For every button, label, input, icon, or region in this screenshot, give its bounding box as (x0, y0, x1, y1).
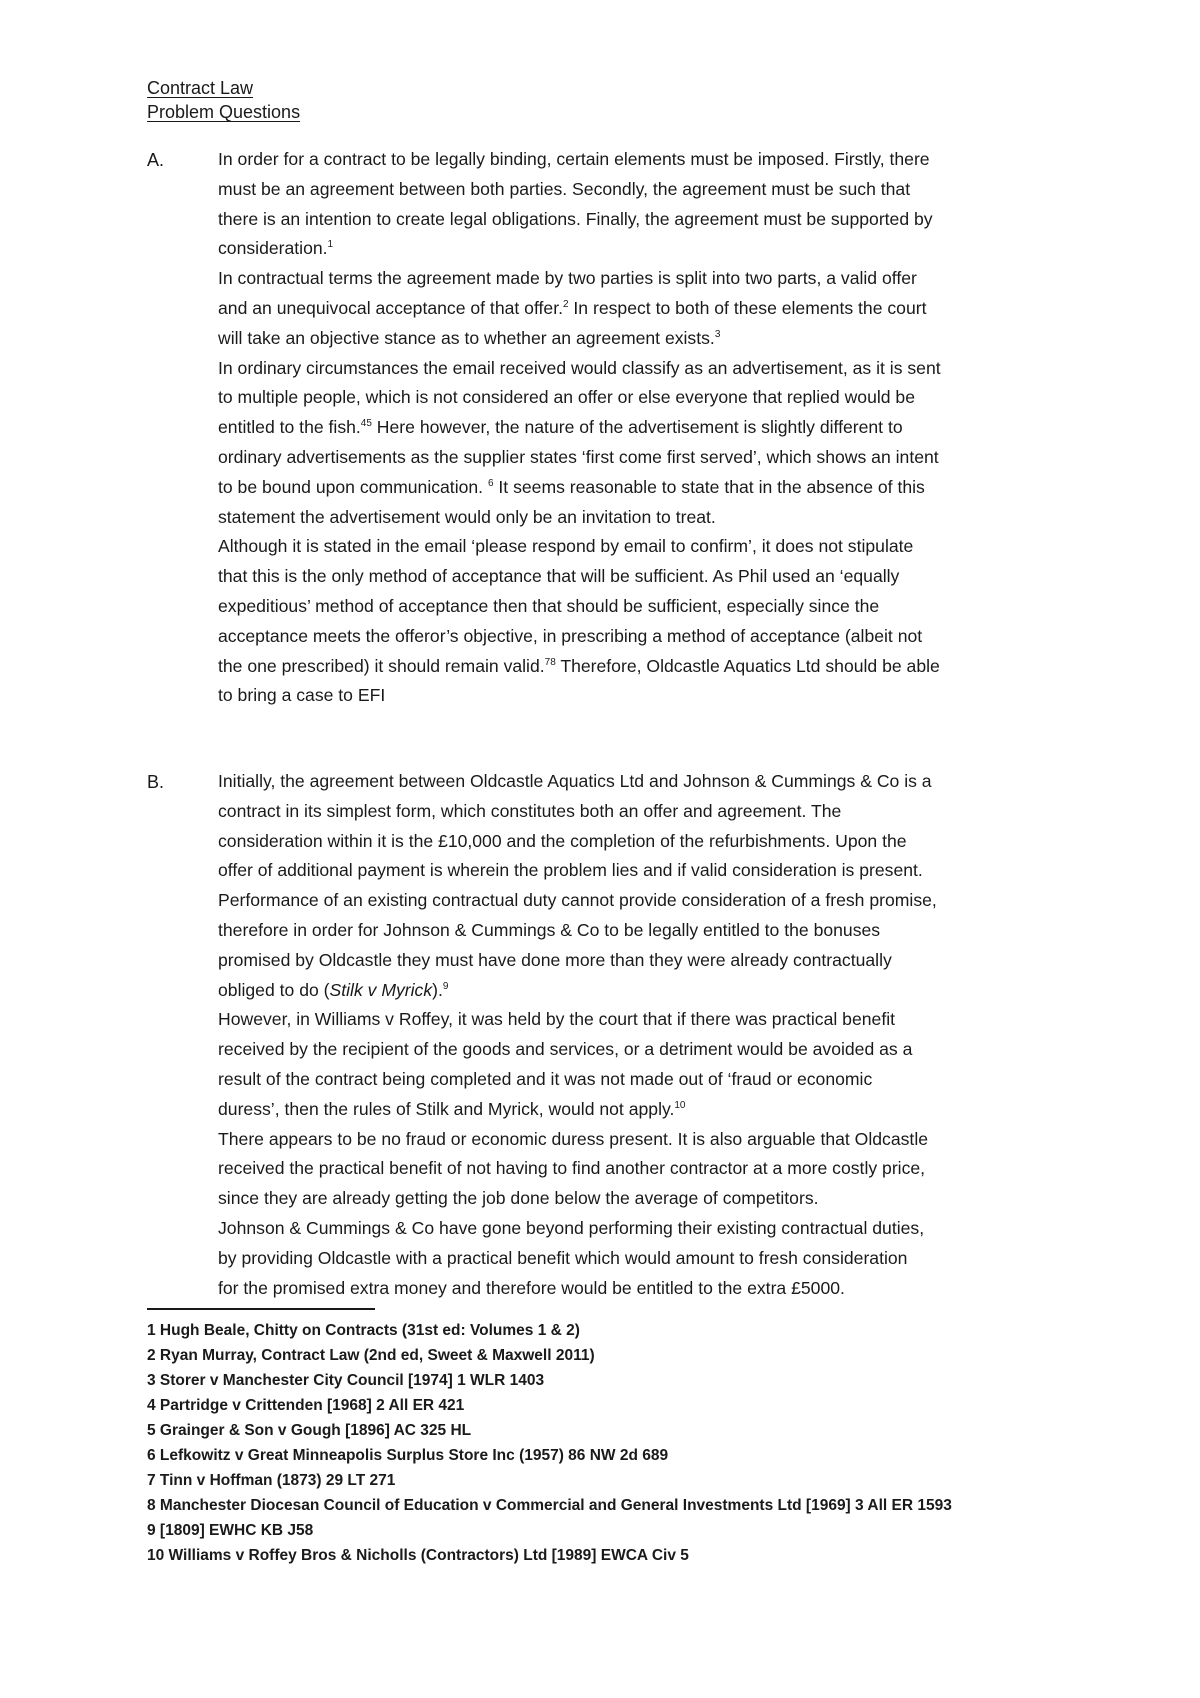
line-text: In order for a contract to be legally binding, certain elements must be imposed. Firstly, there (218, 149, 930, 169)
line-text: acceptance meets the offeror’s objective, in prescribing a method of acceptance (albeit not (218, 625, 923, 646)
line-text: therefore in order for Johnson & Cummings & Co to be legally entitled to the bonuses (218, 919, 881, 940)
line-text: Initially, the agreement between Oldcastle Aquatics Ltd and Johnson & Cummings & Co is a (218, 771, 932, 791)
line-text: must be an agreement between both parties. Secondly, the agreement must be such that (218, 178, 911, 199)
line-text: for the promised extra money and therefore would be entitled to the extra £5000. (218, 1277, 845, 1298)
text-line (218, 1244, 937, 1274)
footnote-item: 7 Tinn v Hoffman (1873) 29 LT 271 (147, 1472, 396, 1489)
text-line (218, 145, 941, 175)
line-text: In ordinary circumstances the email received would classify as an advertisement, as it is sent (218, 357, 941, 378)
text-line (218, 1005, 937, 1035)
footnote-reference[interactable]: 45 (360, 418, 372, 430)
text-line (218, 1214, 937, 1244)
line-text: and an unequivocal acceptance of that offer. (218, 297, 563, 318)
line-text: to bring a case to EFI (218, 685, 386, 706)
line-text: Performance of an existing contractual duty cannot provide consideration of a fresh promise, (218, 890, 937, 911)
text-line (218, 294, 941, 324)
line-text: received the practical benefit of not having to find another contractor at a more costly price, (218, 1158, 926, 1179)
text-line (218, 205, 941, 235)
text-line (218, 681, 941, 711)
footnote-reference[interactable]: 78 (544, 656, 556, 668)
line-text: received by the recipient of the goods and services, or a detriment would be avoided as a (218, 1039, 913, 1060)
line-text: to multiple people, which is not considered an offer or else everyone that replied would be (218, 387, 916, 408)
line-text: In contractual terms the agreement made by two parties is split into two parts, a valid offer (218, 268, 917, 289)
text-line (218, 175, 941, 205)
text-line (218, 797, 937, 827)
line-text: Johnson & Cummings & Co have gone beyond performing their existing contractual duties, (218, 1217, 925, 1238)
line-text: obliged to do ( (218, 979, 330, 1000)
text-line (218, 856, 937, 886)
text-line (218, 354, 941, 384)
text-line (218, 383, 941, 413)
text-line (218, 976, 937, 1006)
footnote-item: 9 [1809] EWHC KB J58 (147, 1522, 314, 1539)
text-line (218, 886, 937, 916)
text-line (218, 413, 941, 443)
text-line (218, 652, 941, 682)
footnote-item: 8 Manchester Diocesan Council of Education v Commercial and General Investments Ltd [1969] 3 All ER 1593 (147, 1497, 952, 1514)
footnote-reference[interactable]: 6 (487, 477, 494, 489)
document-subtitle: Problem Questions (147, 102, 301, 122)
footnote-reference[interactable]: 10 (674, 1099, 686, 1111)
line-text: Although it is stated in the email ‘please respond by email to confirm’, it does not stipulate (218, 536, 914, 557)
line-text: It seems reasonable to state that in the absence of this (493, 476, 925, 497)
text-line (218, 1035, 937, 1065)
footnote-item: 2 Ryan Murray, Contract Law (2nd ed, Sweet & Maxwell 2011) (147, 1347, 595, 1364)
line-text: statement the advertisement would only be an invitation to treat. (218, 506, 716, 527)
footnote-reference[interactable]: 3 (714, 328, 721, 340)
text-line (218, 503, 941, 533)
footnote-reference[interactable]: 2 (562, 298, 569, 310)
case-name: Stilk v Myrick (329, 979, 433, 1000)
text-line (218, 473, 941, 503)
line-text: entitled to the fish. (218, 417, 361, 438)
text-line (218, 827, 937, 857)
footnotes-list (147, 1318, 952, 1568)
section-a-marker: A. (147, 150, 165, 170)
line-text: Therefore, Oldcastle Aquatics Ltd should be able (555, 655, 940, 676)
text-line (218, 324, 941, 354)
line-text: by providing Oldcastle with a practical benefit which would amount to fresh consideration (218, 1247, 908, 1268)
text-line (218, 532, 941, 562)
text-line (218, 1095, 937, 1125)
line-text: expeditious’ method of acceptance then that should be sufficient, especially since the (218, 595, 880, 616)
line-text: there is an intention to create legal obligations. Finally, the agreement must be supported by (218, 208, 933, 229)
footnote-separator (147, 1308, 375, 1310)
line-text: the one prescribed) it should remain valid. (218, 655, 545, 676)
text-line (218, 767, 937, 797)
text-line (218, 592, 941, 622)
line-text: There appears to be no fraud or economic duress present. It is also arguable that Oldcastle (218, 1128, 929, 1149)
line-text: to be bound upon communication. (218, 476, 488, 497)
line-text: since they are already getting the job done below the average of competitors. (218, 1188, 819, 1209)
text-line (218, 946, 937, 976)
footnote-item: 1 Hugh Beale, Chitty on Contracts (31st ed: Volumes 1 & 2) (147, 1322, 580, 1339)
section-b-marker: B. (147, 772, 165, 792)
text-line (218, 234, 941, 264)
text-line (218, 443, 941, 473)
section-b-body (218, 767, 937, 1303)
line-text: promised by Oldcastle they must have done more than they were already contractually (218, 949, 892, 970)
footnote-reference[interactable]: 1 (327, 239, 334, 251)
line-text: duress’, then the rules of Stilk and Myrick, would not apply. (218, 1098, 675, 1119)
footnote-item: 3 Storer v Manchester City Council [1974] 1 WLR 1403 (147, 1372, 545, 1389)
text-line (218, 264, 941, 294)
text-line (218, 1065, 937, 1095)
section-a-body (218, 145, 941, 711)
line-text: that this is the only method of acceptance that will be sufficient. As Phil used an ‘equally (218, 566, 900, 587)
document-title: Contract Law (147, 78, 254, 98)
line-text: offer of additional payment is wherein the problem lies and if valid consideration is present. (218, 860, 923, 881)
footnote-item: 6 Lefkowitz v Great Minneapolis Surplus Store Inc (1957) 86 NW 2d 689 (147, 1447, 669, 1464)
line-text: result of the contract being completed and it was not made out of ‘fraud or economic (218, 1068, 873, 1089)
text-line (218, 1154, 937, 1184)
text-line (218, 1274, 937, 1304)
line-text: contract in its simplest form, which constitutes both an offer and agreement. The (218, 800, 842, 821)
line-text: Here however, the nature of the advertisement is slightly different to (371, 417, 903, 438)
line-text: In respect to both of these elements the court (568, 297, 927, 318)
text-line (218, 1184, 937, 1214)
text-line (218, 1125, 937, 1155)
line-text: consideration within it is the £10,000 and the completion of the refurbishments. Upon the (218, 830, 907, 851)
footnote-item: 10 Williams v Roffey Bros & Nicholls (Contractors) Ltd [1989] EWCA Civ 5 (147, 1547, 689, 1564)
line-text: ). (432, 979, 443, 1000)
footnote-reference[interactable]: 9 (442, 980, 449, 992)
footnote-item: 5 Grainger & Son v Gough [1896] AC 325 HL (147, 1422, 472, 1439)
footnote-item: 4 Partridge v Crittenden [1968] 2 All ER 421 (147, 1397, 465, 1414)
text-line (218, 562, 941, 592)
line-text: consideration. (218, 238, 328, 259)
line-text: However, in Williams v Roffey, it was held by the court that if there was practical benefit (218, 1009, 895, 1030)
line-text: ordinary advertisements as the supplier states ‘first come first served’, which shows an intent (218, 446, 939, 467)
line-text: will take an objective stance as to whether an agreement exists. (218, 327, 715, 348)
text-line (218, 622, 941, 652)
text-line (218, 916, 937, 946)
